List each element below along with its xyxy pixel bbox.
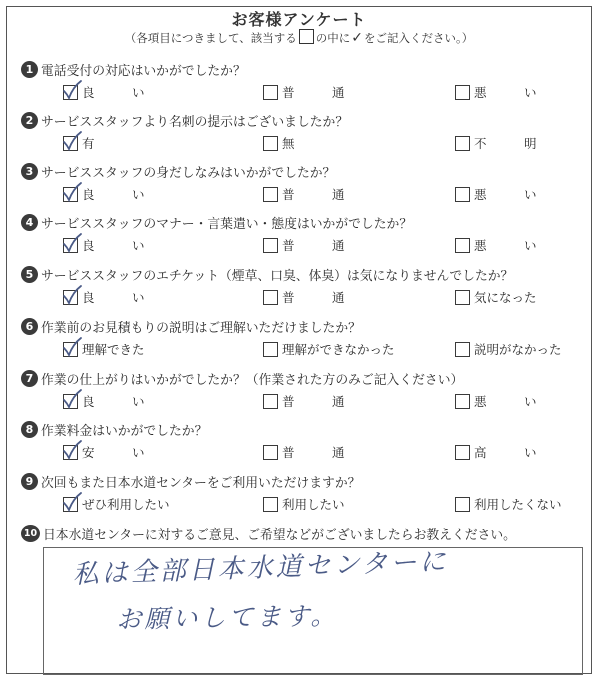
checkbox[interactable] (63, 394, 78, 409)
checkmark-icon (61, 232, 83, 254)
question-number-badge: 4 (21, 214, 38, 231)
option-7-3[interactable] (455, 391, 537, 411)
option-1-3[interactable] (455, 82, 537, 102)
option-8-2[interactable] (263, 442, 345, 462)
option-6-1[interactable] (63, 339, 145, 359)
question-text: 作業料金はいかがでしたか？ (41, 423, 208, 439)
option-3-1[interactable] (63, 184, 145, 204)
question-number-badge: 9 (21, 473, 38, 490)
option-label: 利用したい (282, 497, 345, 512)
handwritten-line-2: お願いしてます。 (116, 601, 339, 634)
option-2-2[interactable] (263, 133, 295, 153)
survey-sheet (6, 6, 592, 674)
option-label: 悪 い (474, 238, 537, 253)
option-5-1[interactable] (63, 287, 145, 307)
checkbox[interactable] (63, 497, 78, 512)
checkbox[interactable] (263, 290, 278, 305)
handwritten-line-1: 私は全部日本水道センターに (72, 546, 449, 590)
checkbox[interactable] (455, 342, 470, 357)
option-6-2[interactable] (263, 339, 395, 359)
checkbox[interactable] (263, 497, 278, 512)
instructions-middle: の中に (315, 31, 351, 45)
checkbox[interactable] (455, 394, 470, 409)
question-text: 日本水道センターに対するご意見、ご希望などがございましたらお教えください。 (43, 527, 516, 543)
question-number-badge: 10 (21, 525, 40, 542)
question-number-badge: 1 (21, 61, 38, 78)
option-4-3[interactable] (455, 235, 537, 255)
option-8-3[interactable] (455, 442, 537, 462)
option-label: ぜひ利用したい (82, 497, 170, 512)
option-label: 気になった (474, 290, 537, 305)
option-label: 悪 い (474, 187, 537, 202)
checkmark-icon (61, 439, 83, 461)
instructions-suffix: をご記入ください。） (364, 31, 474, 45)
checkbox[interactable] (63, 136, 78, 151)
question-number-badge: 3 (21, 163, 38, 180)
question-8 (21, 418, 207, 440)
comment-box[interactable] (43, 547, 583, 675)
checkmark-icon (61, 388, 83, 410)
checkmark-icon (61, 79, 83, 101)
checkmark-icon (61, 130, 83, 152)
option-1-1[interactable] (63, 82, 145, 102)
checkbox[interactable] (455, 238, 470, 253)
option-9-2[interactable] (263, 494, 345, 514)
option-label: 良 い (82, 187, 145, 202)
option-3-2[interactable] (263, 184, 345, 204)
option-label: 無 (282, 136, 295, 151)
question-text: 作業の仕上がりはいかがでしたか？（作業された方のみご記入ください） (41, 372, 464, 388)
question-number-badge: 8 (21, 421, 38, 438)
checkmark-icon (61, 181, 83, 203)
option-label: 普 通 (282, 445, 345, 460)
option-5-3[interactable] (455, 287, 537, 307)
question-1 (21, 58, 246, 80)
option-2-1[interactable] (63, 133, 95, 153)
question-text: サービススタッフのマナー・言葉遣い・態度はいかがでしたか？ (41, 216, 413, 232)
checkbox[interactable] (263, 394, 278, 409)
question-text: 次回もまた日本水道センターをご利用いただけますか？ (41, 475, 361, 491)
checkbox[interactable] (455, 445, 470, 460)
question-number-badge: 6 (21, 318, 38, 335)
question-5 (21, 263, 513, 285)
question-7 (21, 367, 463, 389)
checkbox[interactable] (263, 238, 278, 253)
option-9-3[interactable] (455, 494, 562, 514)
option-label: 普 通 (282, 85, 345, 100)
option-label: 安 い (82, 445, 145, 460)
question-4 (21, 211, 412, 233)
question-3 (21, 160, 335, 182)
instructions (7, 29, 591, 46)
option-3-3[interactable] (455, 184, 537, 204)
option-2-3[interactable] (455, 133, 537, 153)
option-label: 有 (82, 136, 95, 151)
option-5-2[interactable] (263, 287, 345, 307)
checkbox[interactable] (455, 187, 470, 202)
instructions-prefix: （各項目につきまして、該当する (124, 31, 297, 45)
checkbox[interactable] (63, 187, 78, 202)
checkbox[interactable] (455, 290, 470, 305)
option-7-1[interactable] (63, 391, 145, 411)
checkmark-icon (61, 284, 83, 306)
question-6 (21, 315, 361, 337)
option-label: 良 い (82, 290, 145, 305)
option-4-1[interactable] (63, 235, 145, 255)
option-label: 普 通 (282, 394, 345, 409)
option-label: 利用したくない (474, 497, 562, 512)
checkmark-icon (61, 491, 83, 513)
option-8-1[interactable] (63, 442, 145, 462)
checkbox[interactable] (263, 445, 278, 460)
question-text: 電話受付の対応はいかがでしたか？ (41, 63, 246, 79)
option-label: 普 通 (282, 290, 345, 305)
option-label: 良 い (82, 238, 145, 253)
question-number-badge: 7 (21, 370, 38, 387)
question-9 (21, 470, 360, 492)
checkbox[interactable] (63, 238, 78, 253)
option-label: 良 い (82, 85, 145, 100)
option-label: 不 明 (474, 136, 537, 151)
option-6-3[interactable] (455, 339, 562, 359)
question-text: サービススタッフより名刺の提示はございましたか？ (41, 114, 349, 130)
option-label: 説明がなかった (474, 342, 562, 357)
option-label: 悪 い (474, 394, 537, 409)
option-label: 普 通 (282, 187, 345, 202)
checkbox[interactable] (263, 342, 278, 357)
checkbox[interactable] (455, 497, 470, 512)
checkbox[interactable] (263, 136, 278, 151)
option-9-1[interactable] (63, 494, 170, 514)
option-7-2[interactable] (263, 391, 345, 411)
checkbox[interactable] (63, 342, 78, 357)
checkbox[interactable] (263, 85, 278, 100)
survey-title: お客様アンケート (231, 10, 367, 29)
checkbox[interactable] (63, 290, 78, 305)
question-number-badge: 2 (21, 112, 38, 129)
checkbox[interactable] (455, 136, 470, 151)
option-label: 高 い (474, 445, 537, 460)
question-text: サービススタッフの身だしなみはいかがでしたか？ (41, 165, 336, 181)
option-1-2[interactable] (263, 82, 345, 102)
checkbox[interactable] (63, 85, 78, 100)
option-label: 普 通 (282, 238, 345, 253)
tick-mark-icon: ✓ (351, 30, 364, 46)
option-label: 悪 い (474, 85, 537, 100)
sample-checkbox-icon (299, 29, 314, 44)
question-text: 作業前のお見積もりの説明はご理解いただけましたか？ (41, 320, 361, 336)
option-label: 理解できた (82, 342, 145, 357)
option-4-2[interactable] (263, 235, 345, 255)
checkbox[interactable] (455, 85, 470, 100)
question-text: サービススタッフのエチケット（煙草、口臭、体臭）は気になりませんでしたか？ (41, 268, 514, 284)
checkbox[interactable] (63, 445, 78, 460)
checkbox[interactable] (263, 187, 278, 202)
question-2 (21, 109, 348, 131)
option-label: 良 い (82, 394, 145, 409)
question-number-badge: 5 (21, 266, 38, 283)
option-label: 理解ができなかった (282, 342, 395, 357)
checkmark-icon (61, 336, 83, 358)
